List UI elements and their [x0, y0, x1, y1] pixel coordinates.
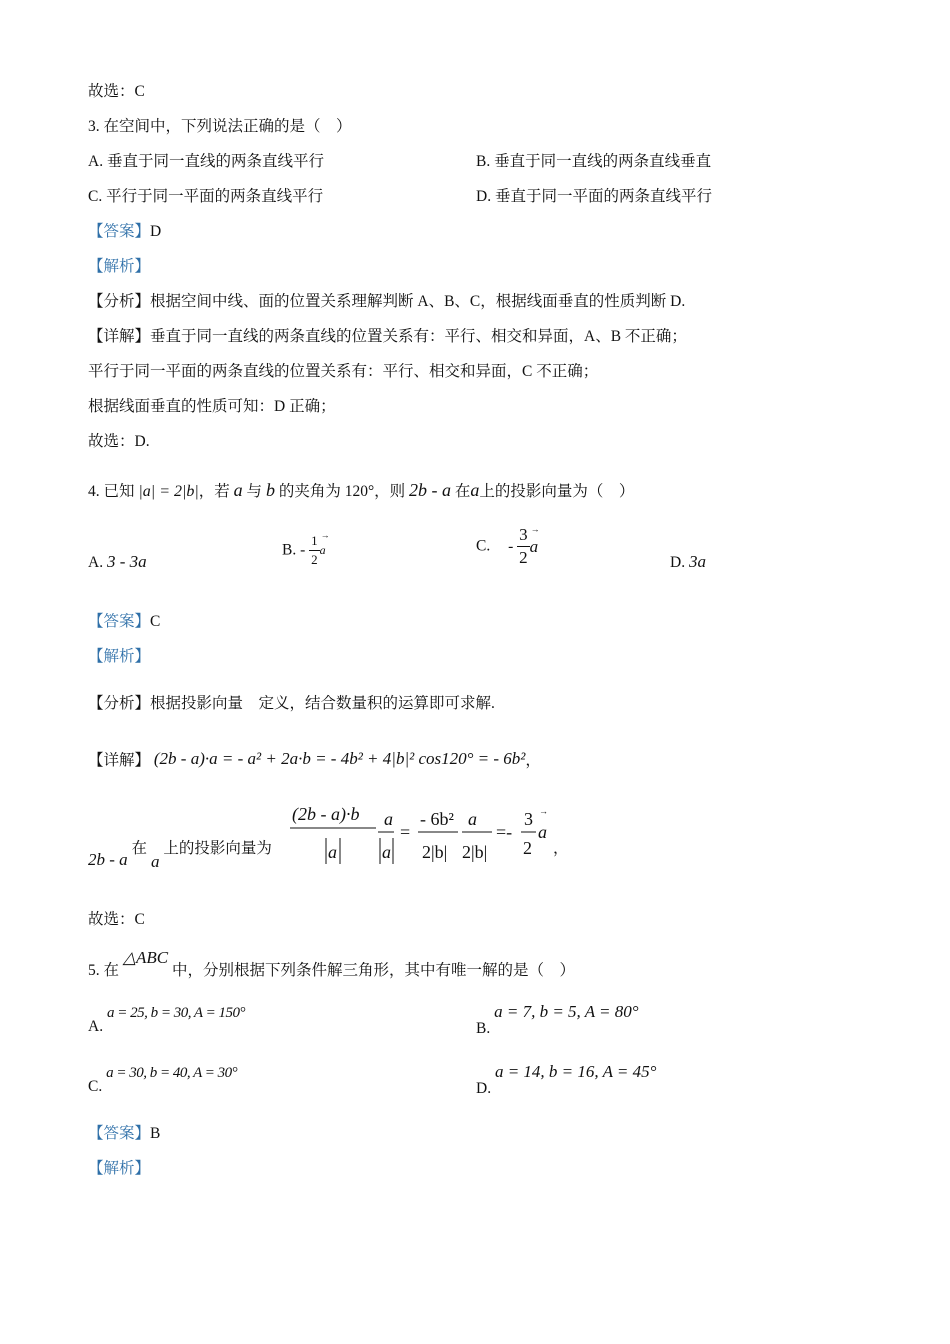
option-expr: a = 30, b = 40, A = 30° — [106, 1065, 238, 1081]
q4-detail-eq1 — [88, 748, 541, 770]
option-label: B. — [282, 541, 297, 559]
option-label: B. — [476, 1020, 491, 1037]
q4-option-a — [88, 552, 147, 572]
fraction-numerator: 3 — [517, 524, 530, 547]
xiangjie-tag: 【详解】 — [88, 752, 151, 769]
fraction-numerator: 1 — [309, 532, 320, 551]
formula-equals-2: =- — [496, 822, 513, 842]
q4-proj-lead — [88, 838, 272, 871]
answer-tag: 【答案】 — [88, 613, 151, 630]
proj-vector-a: a — [150, 852, 160, 871]
formula-result-den: 2 — [523, 838, 532, 858]
q3-fenxi — [88, 292, 685, 312]
formula-result-num: 3 — [524, 809, 533, 829]
vector-a: → a — [530, 537, 539, 557]
formula-denominator-1: a — [328, 842, 337, 862]
q4-choice: 故选：C — [88, 911, 145, 928]
option-expr: a = 7, b = 5, A = 80° — [494, 1002, 639, 1021]
q5-answer — [88, 1124, 160, 1144]
q3-option-c: C. 平行于同一平面的两条直线平行 — [88, 188, 324, 205]
formula-numerator-1: (2b - a)·b — [292, 804, 360, 824]
q4-option-b — [282, 532, 326, 569]
option-label: D. — [476, 1080, 492, 1097]
vector-a: → a — [320, 543, 326, 558]
q3-choice: 故选：D. — [88, 433, 150, 450]
q3-stem: 3. 在空间中，下列说法正确的是（ ） — [88, 118, 352, 135]
q5-option-a — [88, 1004, 245, 1035]
fraction-denominator: 2 — [519, 548, 528, 567]
formula-numerator-3: - 6b² — [420, 809, 454, 829]
q4-condition: |a| = 2|b| — [138, 483, 199, 500]
q5-triangle: △ABC — [122, 948, 169, 967]
q4-option-d — [670, 552, 706, 572]
xiangjie-tag: 【详解】 — [88, 328, 151, 345]
option-label: A. — [88, 554, 104, 571]
q4-vector-a: a — [233, 480, 243, 500]
q3-answer — [88, 222, 161, 242]
prev-choice: 故选：C — [88, 83, 145, 100]
q4-yu: 与 — [246, 483, 263, 500]
q4-expr: 2b - a — [409, 480, 452, 500]
fenxi-text: 根据投影向量 定义，结合数量积的运算即可求解. — [150, 695, 495, 712]
option-expr: a = 14, b = 16, A = 45° — [494, 1062, 657, 1081]
proj-expr: 2b - a — [88, 850, 128, 869]
formula-numerator-2: a — [384, 809, 393, 829]
equation-2-end: ， — [553, 840, 569, 857]
option-expr: 3 - 3a — [106, 552, 147, 571]
fenxi-tag: 【分析】 — [88, 293, 151, 310]
q3-detail-2: 平行于同一平面的两条直线的位置关系有：平行、相交和异面，C 不正确； — [88, 363, 599, 380]
q4-option-c — [476, 524, 538, 569]
q3-detail-1 — [88, 327, 687, 347]
formula-denominator-3: 2|b| — [422, 842, 448, 862]
option-expr: a = 25, b = 30, A = 150° — [106, 1005, 245, 1021]
q4-stem — [88, 480, 634, 502]
q5-stem-end: 中，分别根据下列条件解三角形，其中有唯一解的是（ ） — [171, 962, 575, 979]
q5-analysis-tag: 【解析】 — [88, 1160, 151, 1177]
proj-zai: 在 — [131, 840, 148, 857]
q4-stem-mid1: ，若 — [198, 483, 230, 500]
q4-stem-mid2: 的夹角为 120°，则 — [278, 483, 406, 500]
q4-analysis-tag: 【解析】 — [88, 648, 151, 665]
fraction-denominator: 2 — [311, 552, 318, 567]
formula-numerator-4: a — [468, 809, 477, 829]
fenxi-text: 根据空间中线、面的位置关系理解判断 A、B、C，根据线面垂直的性质判断 D. — [150, 293, 686, 310]
formula-denominator-4: 2|b| — [462, 842, 488, 862]
fenxi-tag: 【分析】 — [88, 695, 151, 712]
answer-tag: 【答案】 — [88, 1125, 151, 1142]
q4-zai: 在 — [454, 483, 471, 500]
formula-result-a: a — [538, 822, 547, 842]
q3-detail-3: 根据线面垂直的性质可知：D 正确； — [88, 398, 336, 415]
option-label: A. — [88, 1018, 104, 1035]
q4-vector-a-2: a — [470, 480, 480, 500]
projection-formula — [290, 792, 590, 872]
option-fraction — [517, 524, 530, 569]
q5-option-c — [88, 1064, 238, 1095]
formula-denominator-2: a — [382, 842, 391, 862]
option-label: C. — [88, 1078, 103, 1095]
equation-1-end: ， — [525, 752, 541, 769]
answer-value: D — [150, 223, 162, 240]
q4-stem-end: 上的投影向量为（ ） — [479, 483, 635, 500]
q4-fenxi — [88, 694, 495, 714]
q3-analysis-tag: 【解析】 — [88, 258, 151, 275]
option-sign: - — [508, 537, 514, 555]
formula-equals-1: = — [400, 822, 411, 842]
q5-option-b — [476, 1002, 639, 1037]
equation-1: (2b - a)·a = - a² + 2a·b = - 4b² + 4|b|² cos120° = - 6b² — [153, 749, 526, 768]
option-label: C. — [476, 537, 491, 555]
q4-answer — [88, 612, 160, 632]
option-fraction — [309, 532, 320, 569]
option-label: D. — [670, 554, 686, 571]
detail-text: 垂直于同一直线的两条直线的位置关系有：平行、相交和异面，A、B 不正确； — [150, 328, 687, 345]
proj-text: 上的投影向量为 — [163, 840, 272, 857]
q3-option-b: B. 垂直于同一直线的两条直线垂直 — [476, 153, 712, 170]
q3-option-d: D. 垂直于同一平面的两条直线平行 — [476, 188, 712, 205]
option-expr: 3a — [688, 552, 706, 571]
q3-option-a: A. 垂直于同一直线的两条直线平行 — [88, 153, 324, 170]
svg-text:→: → — [539, 806, 548, 816]
option-sign: - — [300, 541, 306, 559]
answer-value: C — [150, 613, 161, 630]
q5-option-d — [476, 1062, 657, 1097]
answer-tag: 【答案】 — [88, 223, 151, 240]
q5-stem-prefix: 5. 在 — [88, 962, 120, 979]
answer-value: B — [150, 1125, 161, 1142]
q4-stem-prefix: 4. 已知 — [88, 483, 135, 500]
q5-stem — [88, 944, 575, 979]
q4-vector-b: b — [265, 480, 275, 500]
